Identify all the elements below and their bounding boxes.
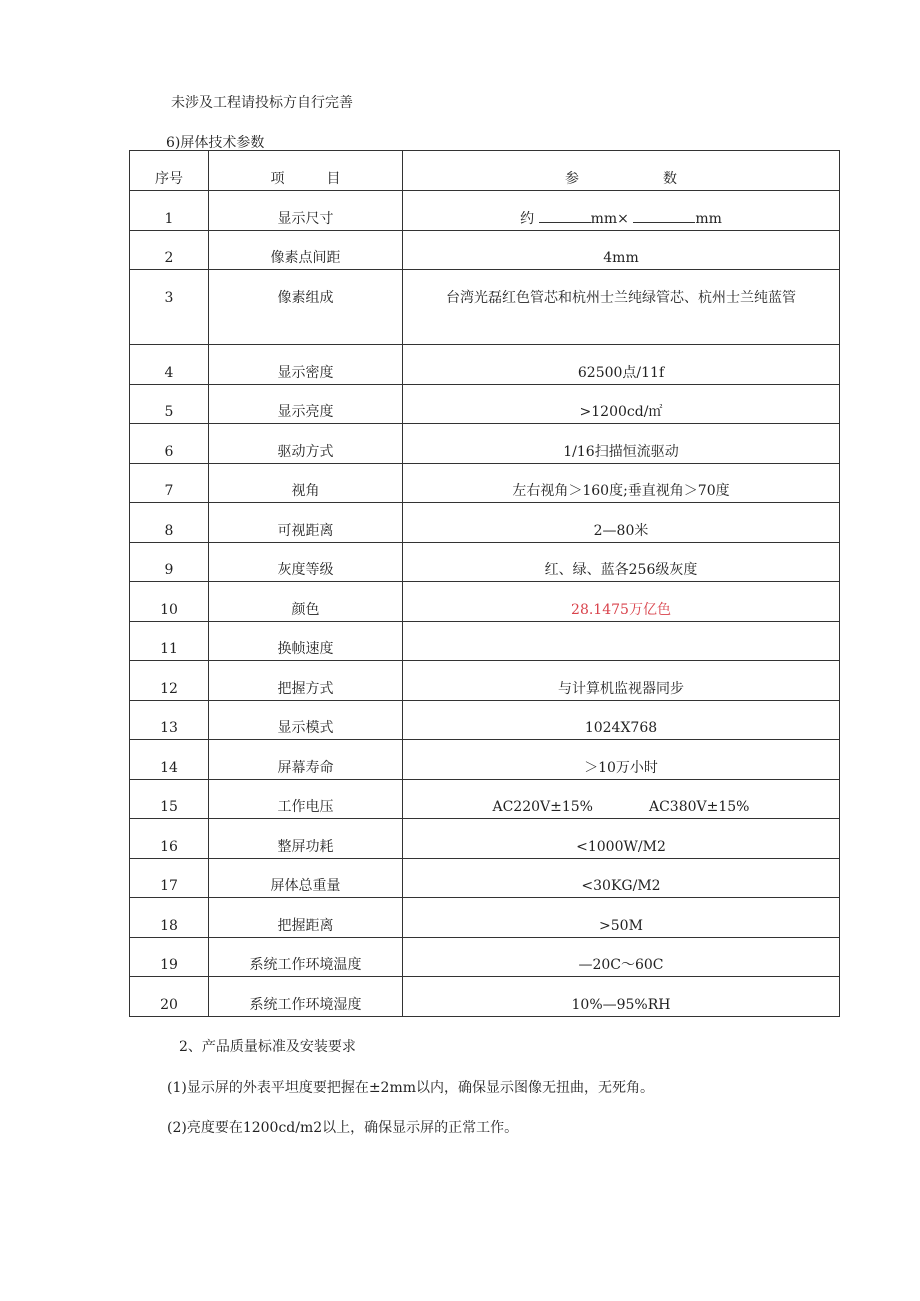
table-row [130, 661, 840, 701]
row-no: 1 [130, 191, 209, 231]
row-no: 11 [130, 621, 209, 661]
row-param: 10%—95%RH [403, 977, 840, 1017]
table-row [130, 977, 840, 1017]
row-no: 18 [130, 898, 209, 938]
param-prefix: 约 [520, 210, 535, 227]
table-row [130, 858, 840, 898]
header-param: 参 数 [403, 151, 840, 191]
row-no: 8 [130, 503, 209, 543]
row-item: 整屏功耗 [209, 819, 403, 859]
header-no: 序号 [130, 151, 209, 191]
table-row [130, 191, 840, 231]
row-param: 4mm [403, 230, 840, 270]
param-suffix: mm [695, 210, 722, 227]
table-row [130, 384, 840, 424]
quality-item-2: (2)亮度要在1200cd/m2以上，确保显示屏的正常工作。 [167, 1120, 519, 1136]
row-param: >50M [403, 898, 840, 938]
row-param: 1024X768 [403, 700, 840, 740]
header-item: 项 目 [209, 151, 403, 191]
row-item: 工作电压 [209, 779, 403, 819]
row-item: 系统工作环境湿度 [209, 977, 403, 1017]
table-row [130, 740, 840, 780]
table-row [130, 345, 840, 385]
row-item: 像素点间距 [209, 230, 403, 270]
row-no: 15 [130, 779, 209, 819]
row-item: 显示密度 [209, 345, 403, 385]
table-row [130, 503, 840, 543]
row-no: 9 [130, 542, 209, 582]
row-no: 13 [130, 700, 209, 740]
row-item: 显示亮度 [209, 384, 403, 424]
row-item: 把握距离 [209, 898, 403, 938]
row-item: 屏体总重量 [209, 858, 403, 898]
row-param: 台湾光磊红色管芯和杭州士兰纯绿管芯、杭州士兰纯蓝管 [403, 270, 840, 345]
row-no: 14 [130, 740, 209, 780]
row-item: 屏幕寿命 [209, 740, 403, 780]
row-param [403, 621, 840, 661]
row-no: 16 [130, 819, 209, 859]
row-item: 换帧速度 [209, 621, 403, 661]
quality-item-1: (1)显示屏的外表平坦度要把握在±2mm以内，确保显示图像无扭曲，无死角。 [167, 1080, 655, 1096]
row-param: 2—80米 [403, 503, 840, 543]
row-no: 2 [130, 230, 209, 270]
row-no: 5 [130, 384, 209, 424]
row-item: 可视距离 [209, 503, 403, 543]
spec-table [129, 150, 840, 1017]
row-item: 颜色 [209, 582, 403, 622]
row-param: 62500点/11f [403, 345, 840, 385]
row-param: —20C～60C [403, 937, 840, 977]
blank-line [633, 210, 695, 223]
row-param: 左右视角＞160度;垂直视角＞70度 [403, 463, 840, 503]
row-no: 6 [130, 424, 209, 464]
row-param: 红、绿、蓝各256级灰度 [403, 542, 840, 582]
table-row [130, 542, 840, 582]
table-row [130, 700, 840, 740]
table-row [130, 463, 840, 503]
table-row [130, 424, 840, 464]
row-item: 显示尺寸 [209, 191, 403, 231]
row-no: 4 [130, 345, 209, 385]
row-item: 像素组成 [209, 270, 403, 345]
row-param: <1000W/M2 [403, 819, 840, 859]
row-item: 视角 [209, 463, 403, 503]
row-no: 19 [130, 937, 209, 977]
table-row [130, 230, 840, 270]
row-no: 17 [130, 858, 209, 898]
row-item: 驱动方式 [209, 424, 403, 464]
row-param: ＞10万小时 [403, 740, 840, 780]
row-param: 1/16扫描恒流驱动 [403, 424, 840, 464]
table-header-row [130, 151, 840, 191]
table-row [130, 819, 840, 859]
quality-section-title: 2、产品质量标准及安装要求 [179, 1039, 356, 1055]
row-item: 系统工作环境温度 [209, 937, 403, 977]
row-item: 把握方式 [209, 661, 403, 701]
row-param: >1200cd/㎡ [403, 384, 840, 424]
row-no: 20 [130, 977, 209, 1017]
row-param: 与计算机监视器同步 [403, 661, 840, 701]
row-param: <30KG/M2 [403, 858, 840, 898]
row-no: 7 [130, 463, 209, 503]
intro-note: 未涉及工程请投标方自行完善 [171, 95, 353, 111]
table-row [130, 898, 840, 938]
table-row [130, 779, 840, 819]
row-no: 12 [130, 661, 209, 701]
row-param [403, 191, 840, 231]
table-row [130, 582, 840, 622]
row-no: 10 [130, 582, 209, 622]
param-mid: mm× [590, 210, 629, 227]
row-item: 灰度等级 [209, 542, 403, 582]
section-title: 6)屏体技术参数 [166, 135, 265, 151]
row-no: 3 [130, 270, 209, 345]
table-row [130, 270, 840, 345]
row-param: AC220V±15% AC380V±15% [403, 779, 840, 819]
row-item: 显示模式 [209, 700, 403, 740]
table-row [130, 621, 840, 661]
blank-line [539, 210, 591, 223]
row-param-highlight: 28.1475万亿色 [403, 582, 840, 622]
table-row [130, 937, 840, 977]
